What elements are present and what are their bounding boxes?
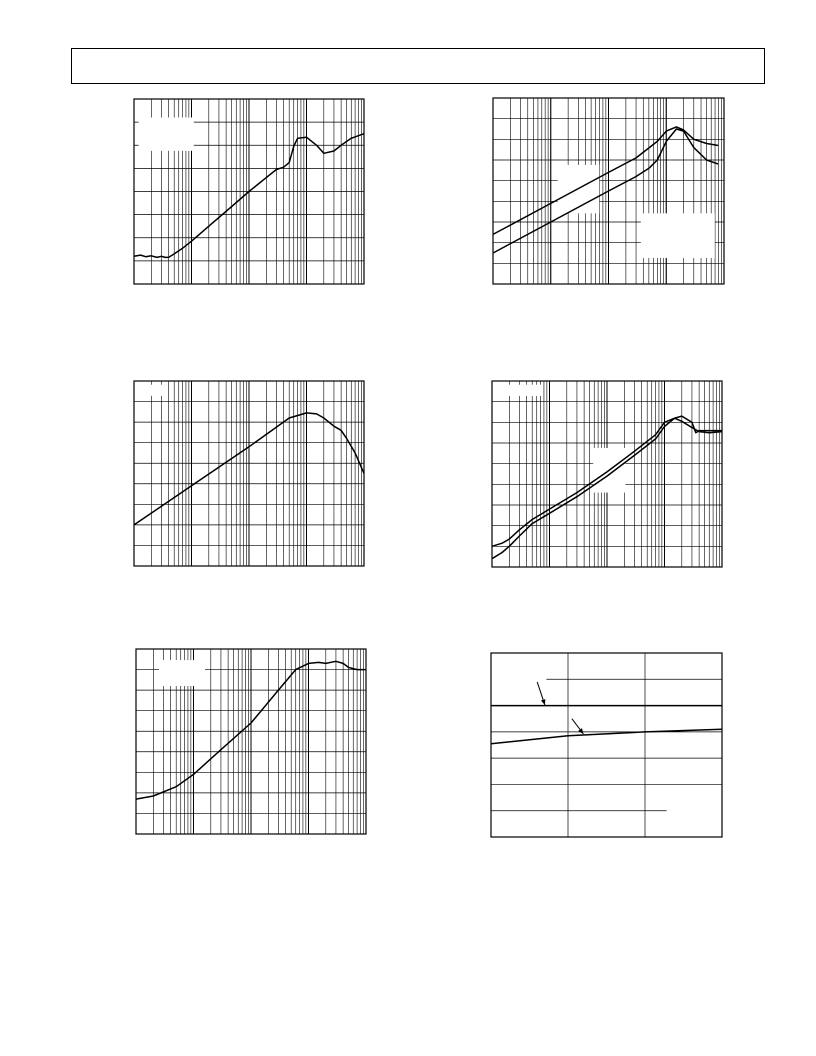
chart-4 [492, 381, 722, 567]
label-block [506, 385, 543, 396]
label-block [139, 118, 194, 151]
page-header-box [71, 48, 765, 84]
chart-1 [134, 99, 364, 284]
annotation-arrowhead [541, 699, 545, 705]
series-line-2 [491, 729, 722, 744]
chart-5 [136, 649, 366, 834]
annotation-arrowhead [578, 728, 583, 734]
chart-6 [491, 653, 722, 837]
label-block [667, 797, 722, 815]
label-block [641, 213, 715, 258]
label-block [159, 660, 205, 686]
chart-3 [134, 381, 364, 566]
chart-2 [493, 98, 724, 284]
label-block [143, 385, 166, 396]
label-block [491, 668, 546, 690]
